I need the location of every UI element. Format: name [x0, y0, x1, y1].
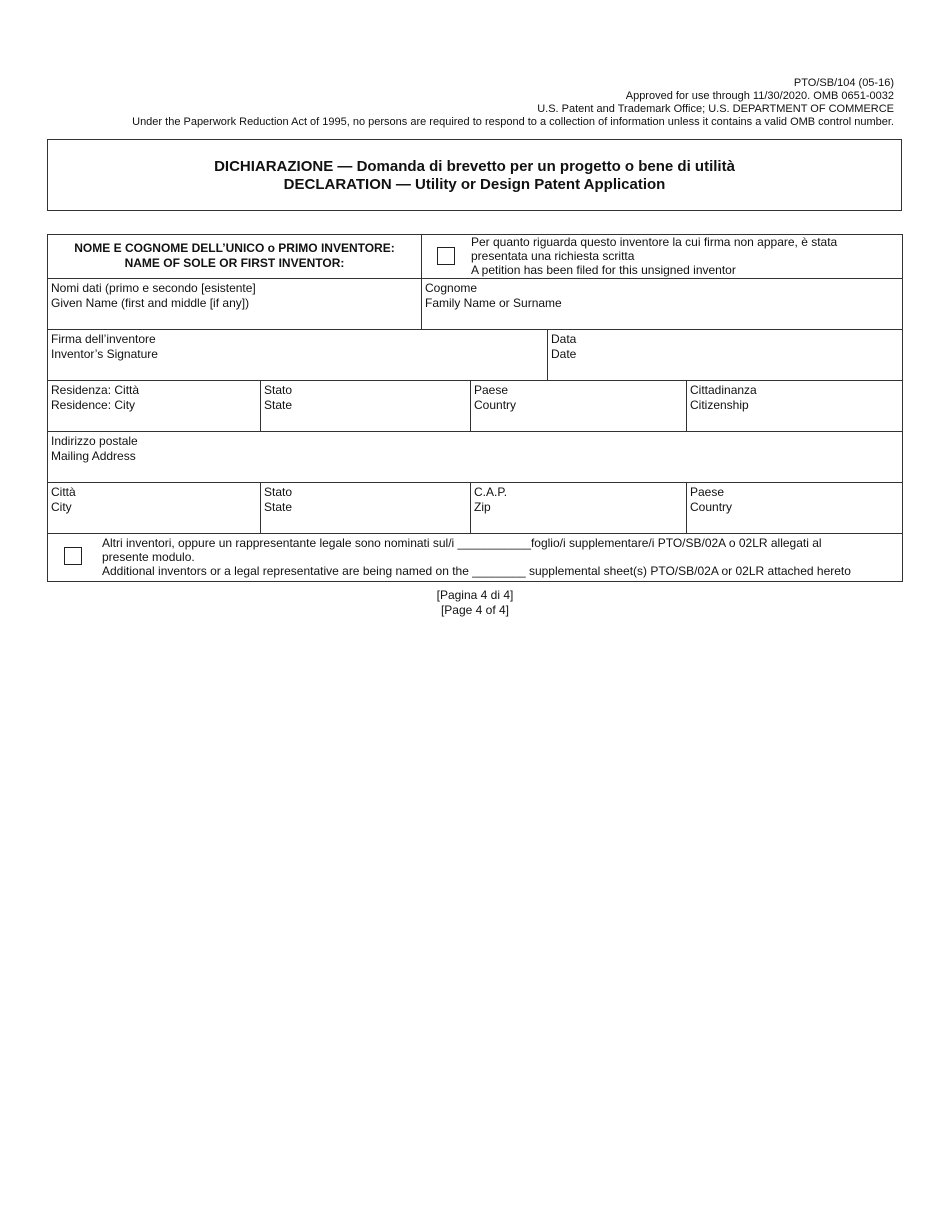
city-field[interactable] [48, 483, 260, 533]
country-label-italian: Paese [690, 485, 725, 499]
mailing-address-label-italian: Indirizzo postale [51, 434, 138, 448]
petition-italian-line2: presentata una richiesta scritta [471, 249, 635, 263]
residence-row [48, 380, 902, 431]
mailing-address-field[interactable] [48, 432, 902, 482]
inventor-heading-english: NAME OF SOLE OR FIRST INVENTOR: [124, 256, 345, 270]
country-field[interactable] [686, 483, 902, 533]
zip-label-italian: C.A.P. [474, 485, 508, 499]
residence-state-label-english: State [264, 398, 293, 412]
residence-city-field[interactable] [48, 381, 260, 431]
date-field[interactable] [547, 330, 902, 380]
additional-inventors-checkbox[interactable] [64, 547, 82, 565]
petition-english: A petition has been filed for this unsigned inventor [471, 263, 736, 277]
residence-country-label-english: Country [474, 398, 517, 412]
state-field[interactable] [260, 483, 470, 533]
residence-country-label-italian: Paese [474, 383, 509, 397]
title-box [47, 139, 902, 211]
state-label-english: State [264, 500, 293, 514]
country-label-english: Country [690, 500, 733, 514]
date-label-english: Date [551, 347, 577, 361]
signature-row [48, 329, 902, 380]
petition-text [471, 235, 837, 277]
mailing-address-label-english: Mailing Address [51, 449, 136, 463]
family-name-label-english: Family Name or Surname [425, 296, 562, 310]
residence-country-field[interactable] [470, 381, 686, 431]
state-label-italian: Stato [264, 485, 293, 499]
additional-inventors-cell [48, 534, 902, 581]
family-name-field[interactable] [421, 279, 902, 329]
signature-field[interactable] [48, 330, 547, 380]
declaration-form [47, 234, 903, 582]
paperwork-notice: Under the Paperwork Reduction Act of 1995, no persons are required to respond to a collection of information unless it contains a valid OMB control number. [132, 116, 894, 128]
zip-field[interactable] [470, 483, 686, 533]
additional-italian-line2: presente modulo. [102, 550, 195, 564]
zip-label-english: Zip [474, 500, 491, 514]
form-header [132, 77, 894, 129]
signature-label-english: Inventor’s Signature [51, 347, 158, 361]
residence-city-label-english: Residence: City [51, 398, 136, 412]
residence-state-field[interactable] [260, 381, 470, 431]
inventor-heading [48, 235, 421, 278]
given-name-field[interactable] [48, 279, 421, 329]
additional-inventors-text [102, 534, 851, 581]
date-label-italian: Data [551, 332, 577, 346]
page-footer [0, 588, 950, 618]
city-label-italian: Città [51, 485, 76, 499]
additional-inventors-row [48, 533, 902, 581]
inventor-heading-italian: NOME E COGNOME DELL’UNICO o PRIMO INVENTORE: [74, 241, 395, 255]
petition-cell [421, 235, 902, 278]
residence-city-label-italian: Residenza: Città [51, 383, 140, 397]
city-label-english: City [51, 500, 72, 514]
name-row [48, 278, 902, 329]
signature-label-italian: Firma dell’inventore [51, 332, 156, 346]
mailing-address-row [48, 431, 902, 482]
given-name-label-english: Given Name (first and middle [if any]) [51, 296, 250, 310]
additional-english: Additional inventors or a legal representative are being named on the ________ supplemental sheet(s) PTO/SB/02A or 02LR attached hereto [102, 564, 851, 578]
residence-state-label-italian: Stato [264, 383, 293, 397]
citizenship-label-english: Citizenship [690, 398, 749, 412]
inventor-header-row [48, 235, 902, 278]
citizenship-field[interactable] [686, 381, 902, 431]
petition-italian-line1: Per quanto riguarda questo inventore la cui firma non appare, è stata [471, 235, 838, 249]
additional-italian-line1: Altri inventori, oppure un rappresentante legale sono nominati sul/i ___________foglio/i supplementare/i PTO/SB/02A o 02LR allegati al [102, 536, 822, 550]
form-number: PTO/SB/104 (05-16) [793, 77, 894, 89]
given-name-label-italian: Nomi dati (primo e secondo [esistente] [51, 281, 256, 295]
office-name: U.S. Patent and Trademark Office; U.S. DEPARTMENT OF COMMERCE [537, 103, 894, 115]
address-detail-row [48, 482, 902, 533]
page-number-italian: [Pagina 4 di 4] [436, 588, 514, 602]
citizenship-label-italian: Cittadinanza [690, 383, 757, 397]
title-english: DECLARATION — Utility or Design Patent Application [283, 176, 666, 193]
page-number-english: [Page 4 of 4] [440, 603, 510, 617]
family-name-label-italian: Cognome [425, 281, 478, 295]
petition-checkbox[interactable] [437, 247, 455, 265]
approval-note: Approved for use through 11/30/2020. OMB 0651-0032 [625, 90, 894, 102]
title-italian: DICHIARAZIONE — Domanda di brevetto per un progetto o bene di utilità [214, 158, 735, 175]
